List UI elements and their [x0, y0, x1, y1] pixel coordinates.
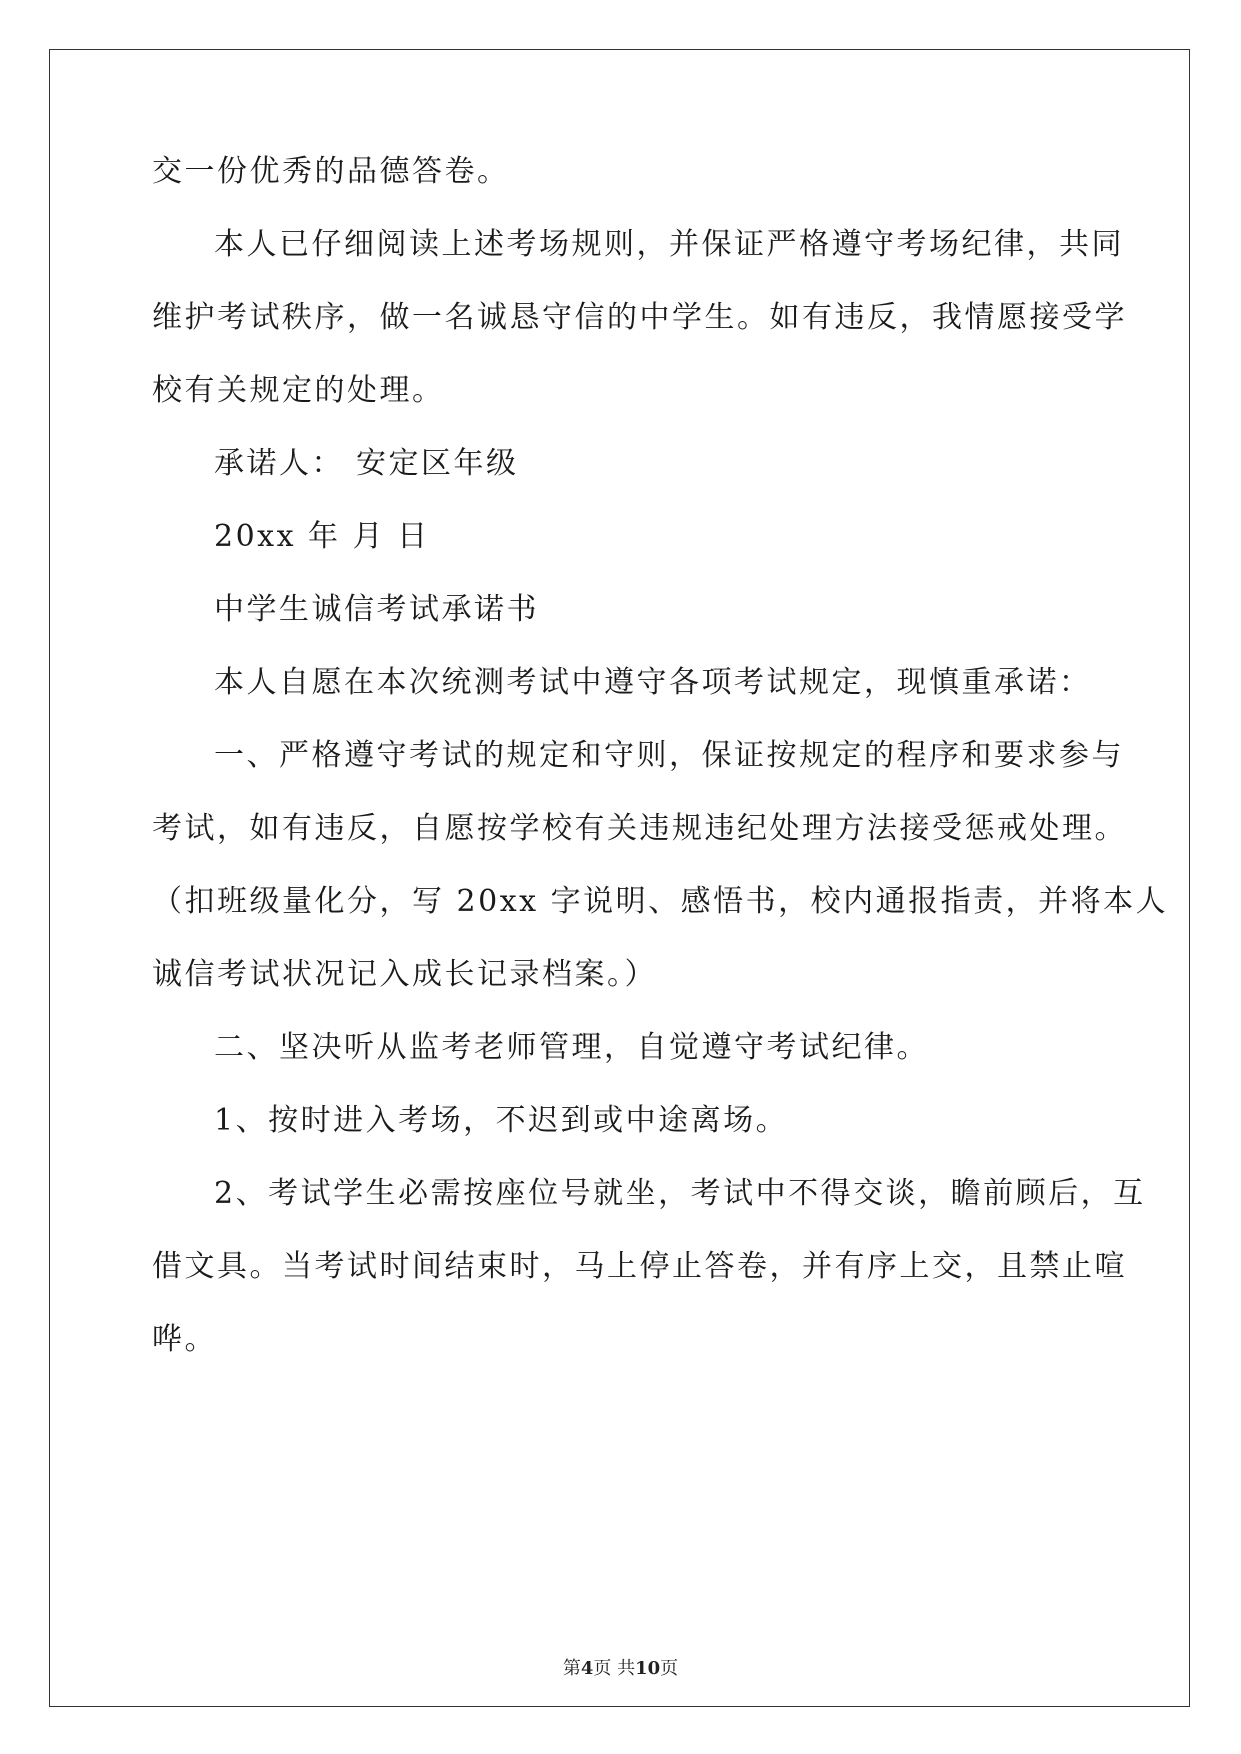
footer-mid: 页 共: [593, 1658, 636, 1679]
text-line: 借文具。当考试时间结束时，马上停止答卷，并有序上交，且禁止喧: [152, 1249, 1127, 1284]
text-line: 中学生诚信考试承诺书: [214, 592, 539, 627]
text-line: 诚信考试状况记入成长记录档案。）: [152, 957, 657, 992]
text-line: 承诺人： 安定区年级: [214, 446, 519, 481]
text-line: 1、按时进入考场，不迟到或中途离场。: [214, 1103, 789, 1138]
footer-suffix: 页: [660, 1658, 679, 1679]
text-line: 考试，如有违反，自愿按学校有关违规违纪处理方法接受惩戒处理。: [152, 811, 1127, 846]
text-line: 哗。: [152, 1322, 217, 1357]
footer-prefix: 第: [562, 1658, 581, 1679]
page-footer: [0, 1654, 1241, 1680]
text-line: 交一份优秀的品德答卷。: [152, 154, 510, 189]
text-line: 维护考试秩序，做一名诚恳守信的中学生。如有违反，我情愿接受学: [152, 300, 1127, 335]
text-line: 本人自愿在本次统测考试中遵守各项考试规定，现慎重承诺：: [214, 665, 1092, 700]
text-line: 2、考试学生必需按座位号就坐，考试中不得交谈，瞻前顾后，互: [214, 1176, 1146, 1211]
text-line: 一、严格遵守考试的规定和守则，保证按规定的程序和要求参与: [214, 738, 1124, 773]
text-line: （扣班级量化分，写 20xx 字说明、感悟书，校内通报指责，并将本人: [152, 884, 1169, 919]
total-pages-number: 10: [635, 1658, 661, 1679]
text-line: 本人已仔细阅读上述考场规则，并保证严格遵守考场纪律，共同: [214, 227, 1124, 262]
text-line: 校有关规定的处理。: [152, 373, 445, 408]
current-page-number: 4: [580, 1658, 594, 1679]
text-line: 二、坚决听从监考老师管理，自觉遵守考试纪律。: [214, 1030, 929, 1065]
text-line: 20xx 年 月 日: [214, 519, 430, 554]
